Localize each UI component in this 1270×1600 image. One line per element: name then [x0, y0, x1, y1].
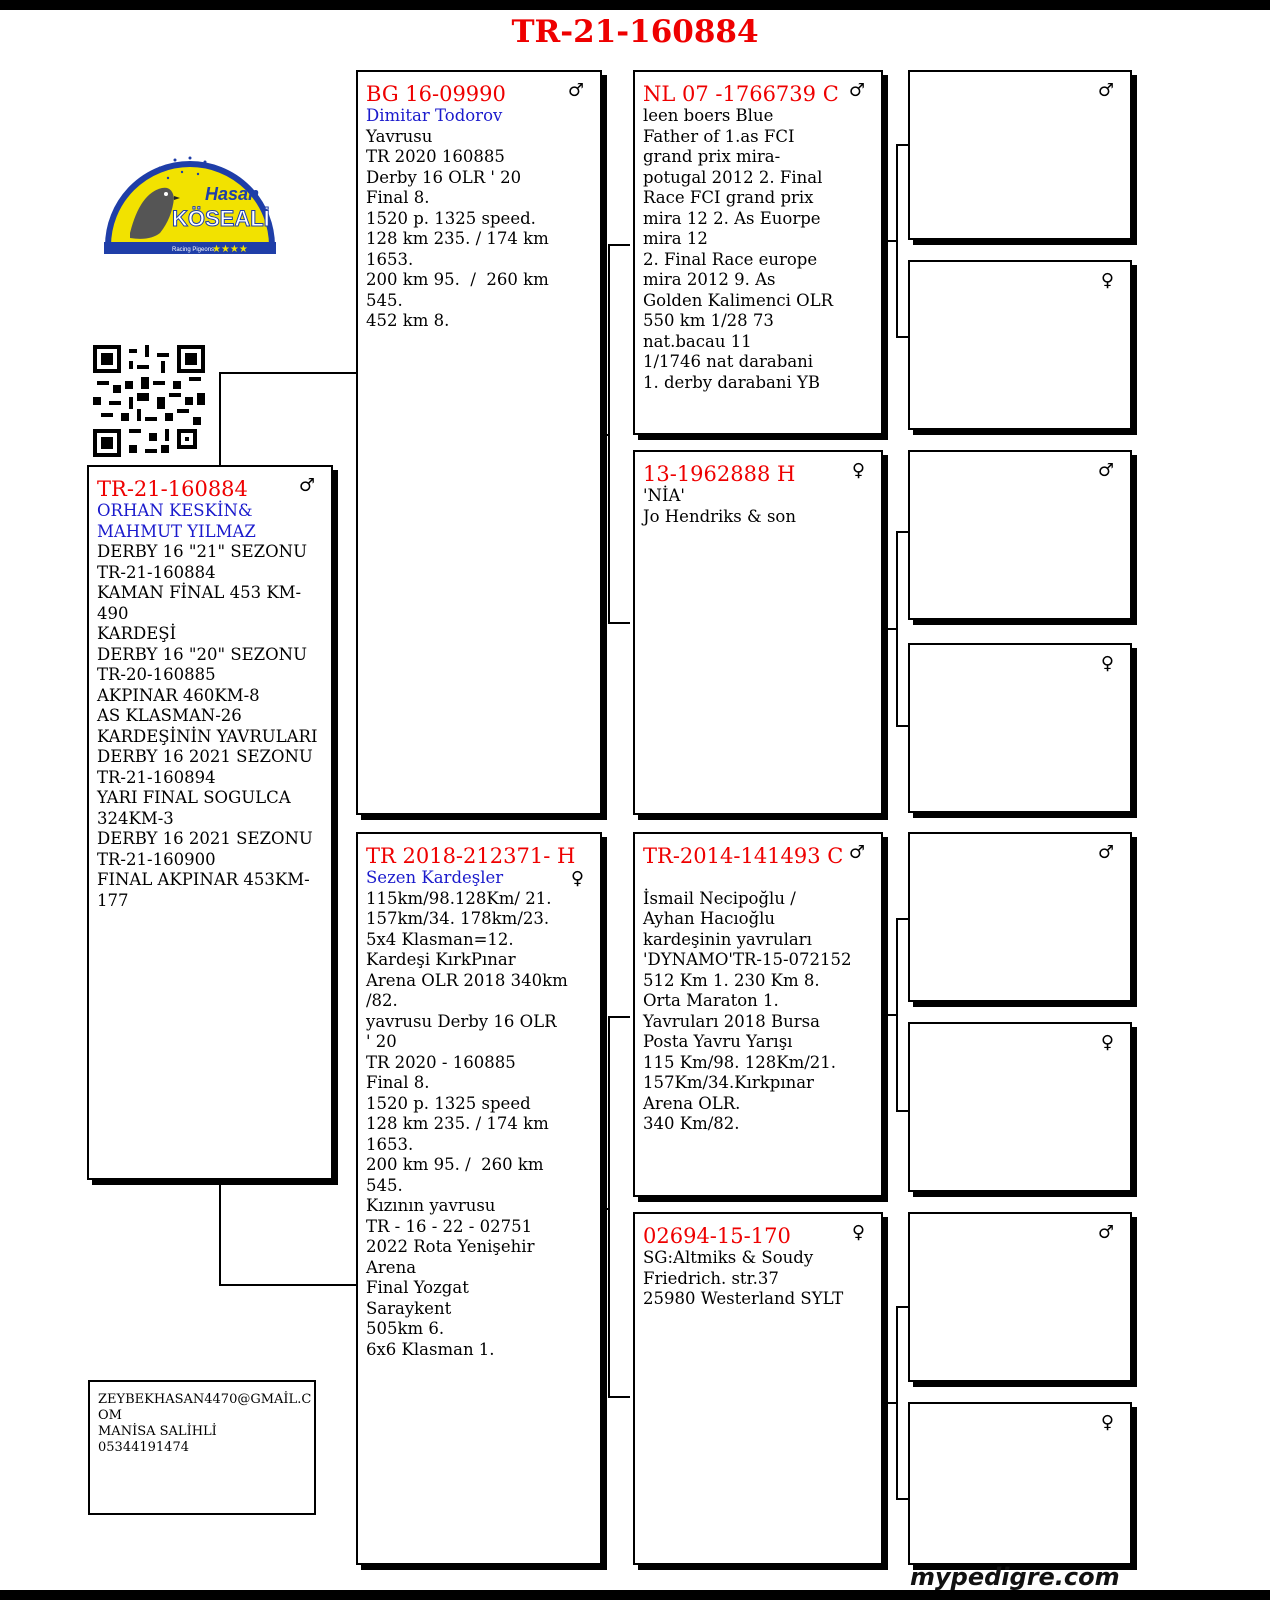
top-bar — [0, 0, 1270, 10]
bottom-bar — [0, 1590, 1270, 1600]
great-grandparent-card[interactable] — [908, 260, 1132, 430]
dam-card[interactable] — [356, 832, 602, 1565]
contact-info-box: ZEYBEKHASAN4470@GMAİL.C OM MANİSA SALİHLİ 05344191474 — [88, 1380, 316, 1515]
subject-owner: ORHAN KESKİN& MAHMUT YILMAZ — [97, 501, 256, 541]
grandsire-maternal-ring-number: TR-2014-141493 C — [643, 844, 844, 868]
connector-gp4-top — [896, 1306, 908, 1308]
great-grandparent-card[interactable] — [908, 832, 1132, 1002]
page-title: TR-21-160884 — [511, 14, 759, 50]
granddam-maternal-notes: SG:Altmiks & Soudy Friedrich. str.37 25980 Westerland SYLT — [643, 1248, 844, 1308]
female-symbol-icon: ♀ — [851, 460, 865, 481]
connector-dam-bracket — [608, 1016, 610, 1398]
connector-gp2-top — [896, 531, 908, 533]
female-symbol-icon: ♀ — [1100, 1412, 1114, 1433]
granddam-maternal-ring-number: 02694-15-170 — [643, 1224, 791, 1248]
male-symbol-icon: ♂ — [1097, 842, 1114, 863]
male-symbol-icon: ♂ — [848, 842, 865, 863]
connector-sire-vertical — [219, 372, 221, 465]
grandsire-maternal-notes: İsmail Necipoğlu / Ayhan Hacıoğlu kardeşinin yavruları 'DYNAMO'TR-15-072152 512 Km 1. 230 Km 8. Orta Maraton 1. Yavruları 2018 Bursa Posta Yavru Yarışı 115 Km/98. 128Km/21. 157Km/34.Kırkpınar Arena OLR. 340 Km/82. — [643, 888, 852, 1133]
logo-surname: KÖSEALİ — [172, 206, 270, 231]
logo-stars: ★★★★ — [212, 244, 248, 255]
great-grandparent-card[interactable] — [908, 1212, 1132, 1382]
great-grandparent-card[interactable] — [908, 643, 1132, 813]
connector-gp4-bot — [896, 1498, 908, 1500]
logo-tagline: Racing Pigeons — [172, 247, 215, 253]
qr-code[interactable] — [93, 345, 205, 457]
connector-dam-vertical — [219, 1178, 221, 1286]
great-grandparent-card[interactable] — [908, 1402, 1132, 1565]
male-symbol-icon: ♂ — [1097, 1222, 1114, 1243]
dam-notes: 115km/98.128Km/ 21. 157km/34. 178km/23. 5x4 Klasman=12. Kardeşi KırkPınar Arena OLR 2018 340km /82. yavrusu Derby 16 OLR ' 20 TR 2020 - 160885 Final 8. 1520 p. 1325 speed 128 km 235. / 174 km 1653. 200 km 95. / 260 km 545. Kızının yavrusu TR - 16 - 22 - 02751 2022 Rota Yenişehir Arena Final Yozgat Saraykent 505km 6. 6x6 Klasman 1. — [366, 888, 568, 1359]
sire-owner: Dimitar Todorov — [366, 106, 503, 125]
male-symbol-icon: ♂ — [1097, 80, 1114, 101]
granddam-maternal-card[interactable] — [633, 1212, 883, 1565]
logo-name: Hasan — [205, 184, 260, 204]
breeder-logo — [100, 138, 280, 258]
connector-gp3-bot — [896, 1110, 908, 1112]
connector-dam-bracket-bottom — [608, 1396, 630, 1398]
footer-brand[interactable]: mypedigre.com — [910, 1563, 1120, 1591]
subject-notes: DERBY 16 "21" SEZONU TR-21-160884 KAMAN FİNAL 453 KM- 490 KARDEŞİ DERBY 16 "20" SEZONU TR-20-160885 AKPINAR 460KM-8 AS KLASMAN-26 KARDEŞİNİN YAVRULARI DERBY 16 2021 SEZONU TR-21-160894 YARI FINAL SOGULCA 324KM-3 DERBY 16 2021 SEZONU TR-21-160900 FINAL AKPINAR 453KM- 177 — [97, 542, 318, 910]
connector-dam-horizontal — [219, 1284, 358, 1286]
connector-gp1-top — [896, 144, 908, 146]
male-symbol-icon: ♂ — [567, 80, 584, 101]
granddam-paternal-notes: 'NİA' Jo Hendriks & son — [643, 486, 796, 526]
great-grandparent-card[interactable] — [908, 1022, 1132, 1192]
connector-sire-bracket-top — [608, 244, 630, 246]
male-symbol-icon: ♂ — [1097, 460, 1114, 481]
connector-dam-bracket-top — [608, 1016, 630, 1018]
female-symbol-icon: ♀ — [851, 1222, 865, 1243]
great-grandparent-card[interactable] — [908, 70, 1132, 240]
connector-gp1-bot — [896, 336, 908, 338]
grandsire-paternal-ring-number: NL 07 -1766739 C — [643, 82, 839, 106]
connector-sire-horizontal — [219, 372, 358, 374]
grandsire-paternal-card[interactable] — [633, 70, 883, 435]
subject-card[interactable] — [87, 465, 333, 1180]
great-grandparent-card[interactable] — [908, 450, 1132, 620]
granddam-paternal-card[interactable] — [633, 450, 883, 815]
granddam-paternal-ring-number: 13-1962888 H — [643, 462, 796, 486]
sire-card[interactable] — [356, 70, 602, 815]
female-symbol-icon: ♀ — [570, 868, 584, 889]
sire-notes: Yavrusu TR 2020 160885 Derby 16 OLR ' 20 Final 8. 1520 p. 1325 speed. 128 km 235. / 174 km 1653. 200 km 95. / 260 km 545. 452 km 8. — [366, 126, 549, 330]
male-symbol-icon: ♂ — [848, 80, 865, 101]
subject-ring-number: TR-21-160884 — [97, 477, 248, 501]
grandsire-paternal-notes: leen boers Blue Father of 1.as FCI grand prix mira- potugal 2012 2. Final Race FCI grand prix mira 12 2. As Euorpe mira 12 2. Final Race europe mira 2012 9. As Golden Kalimenci OLR 550 km 1/28 73 nat.bacau 11 1/1746 nat darabani 1. derby darabani YB — [643, 106, 834, 392]
female-symbol-icon: ♀ — [1100, 653, 1114, 674]
connector-sire-bracket — [608, 244, 610, 622]
connector-gp3-top — [896, 918, 908, 920]
female-symbol-icon: ♀ — [1100, 1032, 1114, 1053]
dam-ring-number: TR 2018-212371- H — [366, 844, 576, 868]
male-symbol-icon: ♂ — [298, 475, 315, 496]
female-symbol-icon: ♀ — [1100, 270, 1114, 291]
connector-sire-bracket-bottom — [608, 622, 630, 624]
grandsire-maternal-card[interactable] — [633, 832, 883, 1197]
dam-owner: Sezen Kardeşler — [366, 868, 504, 887]
connector-gp2-bot — [896, 725, 908, 727]
sire-ring-number: BG 16-09990 — [366, 82, 506, 106]
